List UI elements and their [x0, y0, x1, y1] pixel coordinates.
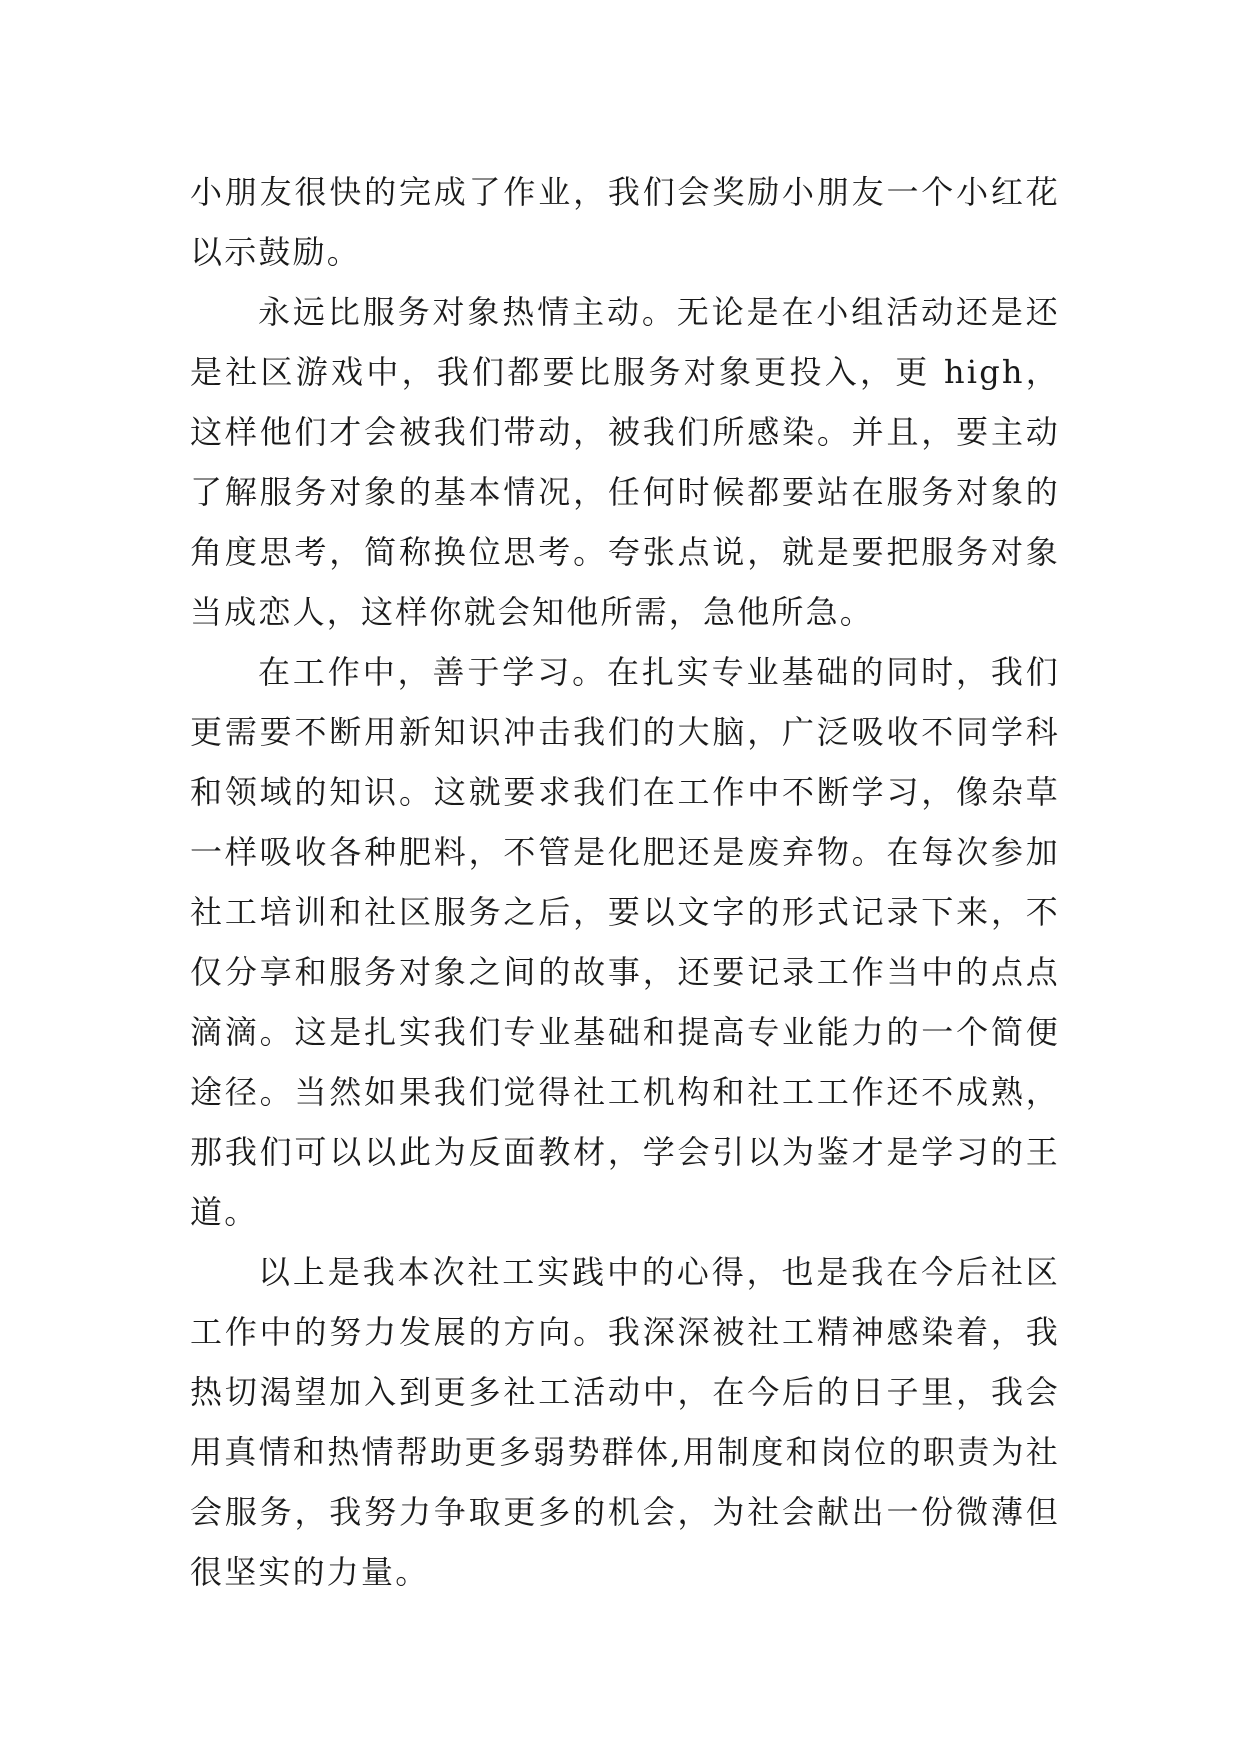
document-body [190, 162, 1060, 1602]
paragraph-2: 永远比服务对象热情主动。无论是在小组活动还是还是社区游戏中，我们都要比服务对象更投入，更 high，这样他们才会被我们带动，被我们所感染。并且，要主动了解服务对象的基本情况，任何时候都要站在服务对象的角度思考，简称换位思考。夸张点说，就是要把服务对象当成恋人，这样你就会知他所需，急他所急。 [190, 293, 1060, 631]
paragraph-1: 小朋友很快的完成了作业，我们会奖励小朋友一个小红花以示鼓励。 [190, 173, 1060, 271]
paragraph-4: 以上是我本次社工实践中的心得，也是我在今后社区工作中的努力发展的方向。我深深被社工精神感染着，我热切渴望加入到更多社工活动中，在今后的日子里，我会用真情和热情帮助更多弱势群体,用制度和岗位的职责为社会服务，我努力争取更多的机会，为社会献出一份微薄但很坚实的力量。 [190, 1253, 1060, 1591]
paragraph-3: 在工作中，善于学习。在扎实专业基础的同时，我们更需要不断用新知识冲击我们的大脑，广泛吸收不同学科和领域的知识。这就要求我们在工作中不断学习，像杂草一样吸收各种肥料，不管是化肥还是废弃物。在每次参加社工培训和社区服务之后，要以文字的形式记录下来，不仅分享和服务对象之间的故事，还要记录工作当中的点点滴滴。这是扎实我们专业基础和提高专业能力的一个简便途径。当然如果我们觉得社工机构和社工工作还不成熟，那我们可以以此为反面教材，学会引以为鉴才是学习的王道。 [190, 653, 1060, 1231]
